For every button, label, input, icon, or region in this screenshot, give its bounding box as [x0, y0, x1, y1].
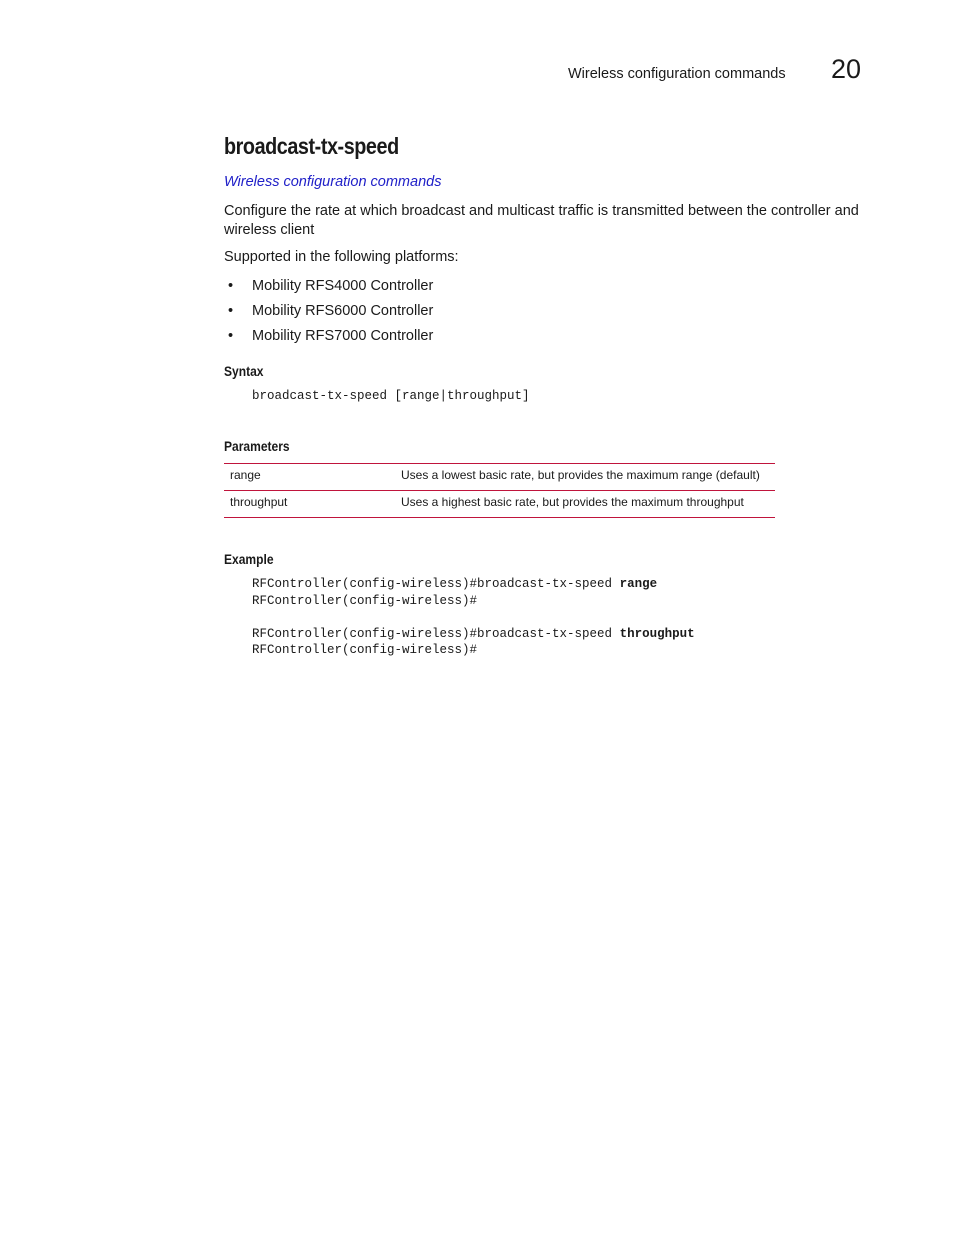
parameter-description: Uses a lowest basic rate, but provides the maximum range (default): [395, 464, 775, 491]
code-line-blank: [252, 609, 695, 626]
bullet-icon: •: [228, 303, 234, 319]
example-code: [252, 576, 695, 659]
code-prefix: RFController(config-wireless)#broadcast-tx-speed: [252, 577, 620, 591]
command-description: Configure the rate at which broadcast and multicast traffic is transmitted between the controller and wireless client: [224, 203, 859, 238]
code-prefix: RFController(config-wireless)#broadcast-tx-speed: [252, 626, 620, 641]
platform-name: Mobility RFS4000 Controller: [252, 278, 434, 294]
list-item: [224, 277, 433, 302]
code-keyword: throughput: [619, 626, 695, 641]
section-link[interactable]: Wireless configuration commands: [224, 174, 442, 190]
code-line: [252, 576, 695, 593]
syntax-heading: Syntax: [224, 363, 264, 379]
table-row: [224, 464, 775, 491]
parameter-description: Uses a highest basic rate, but provides the maximum throughput: [395, 491, 775, 518]
list-item: [224, 327, 433, 352]
syntax-line: broadcast-tx-speed [range|throughput]: [252, 389, 530, 403]
parameter-name: range: [224, 464, 395, 491]
running-header: Wireless configuration commands: [568, 66, 786, 82]
parameters-table: [224, 463, 775, 518]
platform-name: Mobility RFS6000 Controller: [252, 303, 434, 319]
code-line: [252, 642, 695, 659]
platform-name: Mobility RFS7000 Controller: [252, 328, 434, 344]
code-line: [252, 593, 695, 610]
parameters-heading: Parameters: [224, 438, 290, 454]
page-title: broadcast-tx-speed: [224, 133, 399, 159]
example-heading: Example: [224, 551, 274, 567]
platform-list: [224, 277, 433, 352]
code-prefix: RFController(config-wireless)#: [252, 593, 478, 608]
bullet-icon: •: [228, 278, 234, 294]
code-prefix: RFController(config-wireless)#: [252, 643, 478, 657]
table-row: [224, 491, 775, 518]
list-item: [224, 302, 433, 327]
parameter-name: throughput: [224, 491, 395, 518]
chapter-number: 20: [831, 54, 862, 84]
code-keyword: range: [619, 577, 658, 591]
code-line: [252, 626, 695, 643]
bullet-icon: •: [228, 328, 234, 344]
platforms-intro: Supported in the following platforms:: [224, 249, 459, 265]
